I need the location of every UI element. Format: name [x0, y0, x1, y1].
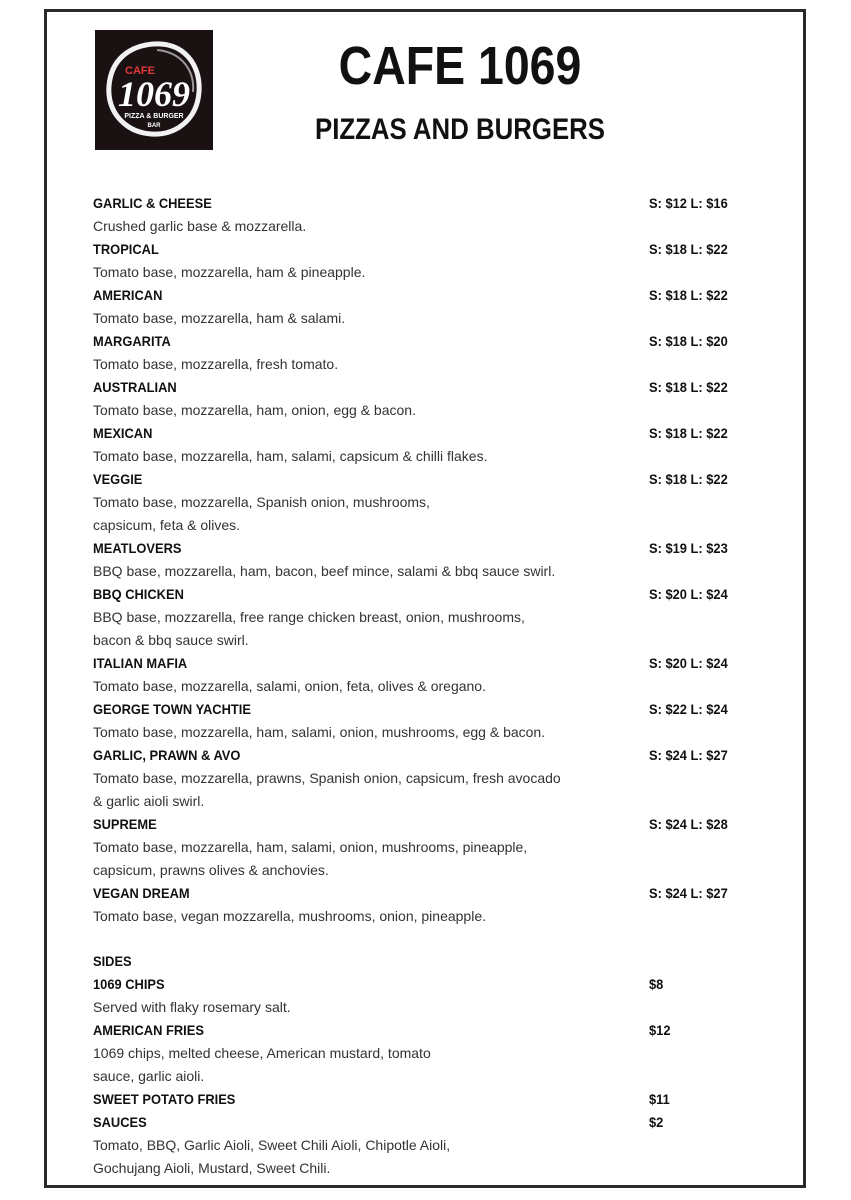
item-price: S: $18 L: $22: [649, 471, 728, 487]
item-description: Served with flaky rosemary salt.: [93, 999, 291, 1015]
menu-item-header: [93, 1019, 743, 1042]
menu-item-header: [93, 698, 743, 721]
menu-item-header: [93, 583, 743, 606]
item-price: S: $24 L: $27: [649, 747, 728, 763]
logo-cafe-text: CAFE: [125, 65, 155, 77]
item-description: Tomato base, mozzarella, prawns, Spanish onion, capsicum, fresh avocado & garlic aioli swirl.: [93, 770, 561, 809]
item-name: MEXICAN: [93, 425, 153, 441]
item-name: SUPREME: [93, 816, 157, 832]
menu-item-header: [93, 1111, 743, 1134]
logo-number-text: 1069: [118, 74, 190, 114]
item-description: Tomato base, mozzarella, ham, salami, onion, mushrooms, egg & bacon.: [93, 724, 546, 740]
item-price: S: $20 L: $24: [649, 586, 728, 602]
item-name: VEGAN DREAM: [93, 885, 190, 901]
menu-item-header: [93, 882, 743, 905]
item-price: S: $24 L: $27: [649, 885, 728, 901]
item-description: Tomato base, mozzarella, ham, salami, onion, mushrooms, pineapple, capsicum, prawns olives & anchovies.: [93, 839, 528, 878]
item-name: TROPICAL: [93, 241, 159, 257]
item-price: $8: [649, 976, 664, 992]
menu-item-header: [93, 284, 743, 307]
item-price: $2: [649, 1114, 664, 1130]
item-description: BBQ base, mozzarella, ham, bacon, beef mince, salami & bbq sauce swirl.: [93, 563, 556, 579]
item-name: AMERICAN: [93, 287, 163, 303]
item-name: BBQ CHICKEN: [93, 586, 184, 602]
menu-item: [93, 813, 743, 882]
menu: [93, 192, 743, 1180]
menu-item-header: [93, 192, 743, 215]
item-price: S: $18 L: $22: [649, 287, 728, 303]
item-description: Tomato, BBQ, Garlic Aioli, Sweet Chili Aioli, Chipotle Aioli, Gochujang Aioli, Mustard, Sweet Chili.: [93, 1137, 451, 1176]
menu-item-header: [93, 468, 743, 491]
menu-item: [93, 1088, 743, 1111]
section-gap: [93, 928, 743, 950]
item-description: Tomato base, mozzarella, ham & salami.: [93, 310, 346, 326]
item-description: Tomato base, vegan mozzarella, mushrooms, onion, pineapple.: [93, 908, 486, 924]
menu-item-header: [93, 813, 743, 836]
menu-item-header: [93, 973, 743, 996]
menu-item: [93, 537, 743, 583]
item-description: Tomato base, mozzarella, ham, onion, egg & bacon.: [93, 402, 416, 418]
sides-heading: SIDES: [93, 953, 132, 969]
item-name: AUSTRALIAN: [93, 379, 177, 395]
menu-item-header: [93, 652, 743, 675]
item-name: SWEET POTATO FRIES: [93, 1091, 236, 1107]
item-name: ITALIAN MAFIA: [93, 655, 188, 671]
menu-item: [93, 238, 743, 284]
menu-item: [93, 882, 743, 928]
menu-item: [93, 1111, 743, 1180]
item-name: GARLIC, PRAWN & AVO: [93, 747, 241, 763]
item-name: GEORGE TOWN YACHTIE: [93, 701, 251, 717]
menu-item: [93, 376, 743, 422]
menu-item: [93, 583, 743, 652]
menu-item: [93, 698, 743, 744]
menu-item-header: [93, 238, 743, 261]
menu-item: [93, 973, 743, 1019]
item-name: GARLIC & CHEESE: [93, 195, 212, 211]
item-description: Crushed garlic base & mozzarella.: [93, 218, 307, 234]
pizza-list: [93, 192, 743, 928]
item-price: S: $18 L: $22: [649, 241, 728, 257]
item-name: VEGGIE: [93, 471, 143, 487]
item-name: AMERICAN FRIES: [93, 1022, 204, 1038]
sides-list: [93, 973, 743, 1180]
logo-line2-text: BAR: [147, 123, 161, 129]
item-description: BBQ base, mozzarella, free range chicken breast, onion, mushrooms, bacon & bbq sauce swirl.: [93, 609, 525, 648]
menu-item-header: [93, 744, 743, 767]
item-description: Tomato base, mozzarella, fresh tomato.: [93, 356, 339, 372]
menu-item-header: [93, 330, 743, 353]
menu-item: [93, 652, 743, 698]
item-price: S: $18 L: $22: [649, 425, 728, 441]
item-description: Tomato base, mozzarella, ham & pineapple.: [93, 264, 366, 280]
menu-item-header: [93, 1088, 743, 1111]
item-description: Tomato base, mozzarella, salami, onion, feta, olives & oregano.: [93, 678, 486, 694]
item-price: S: $22 L: $24: [649, 701, 728, 717]
item-price: $11: [649, 1091, 670, 1107]
menu-item-header: [93, 537, 743, 560]
item-description: 1069 chips, melted cheese, American mustard, tomato sauce, garlic aioli.: [93, 1045, 431, 1084]
page-subtitle: PIZZAS AND BURGERS: [314, 113, 606, 146]
item-name: 1069 CHIPS: [93, 976, 165, 992]
item-price: S: $24 L: $28: [649, 816, 728, 832]
page-title: CAFE 1069: [338, 36, 582, 96]
item-price: S: $18 L: $22: [649, 379, 728, 395]
item-price: $12: [649, 1022, 671, 1038]
menu-item: [93, 422, 743, 468]
item-price: S: $18 L: $20: [649, 333, 728, 349]
logo-line1-text: PIZZA & BURGER: [124, 113, 184, 120]
item-name: SAUCES: [93, 1114, 147, 1130]
menu-item: [93, 1019, 743, 1088]
item-price: S: $20 L: $24: [649, 655, 728, 671]
menu-item: [93, 744, 743, 813]
item-name: MARGARITA: [93, 333, 171, 349]
item-name: MEATLOVERS: [93, 540, 182, 556]
menu-item-header: [93, 376, 743, 399]
menu-item: [93, 284, 743, 330]
item-description: Tomato base, mozzarella, Spanish onion, mushrooms, capsicum, feta & olives.: [93, 494, 430, 533]
menu-item: [93, 192, 743, 238]
menu-item-header: [93, 422, 743, 445]
item-price: S: $12 L: $16: [649, 195, 728, 211]
cafe-logo: [95, 30, 213, 150]
menu-item: [93, 330, 743, 376]
menu-item: [93, 468, 743, 537]
item-price: S: $19 L: $23: [649, 540, 728, 556]
item-description: Tomato base, mozzarella, ham, salami, capsicum & chilli flakes.: [93, 448, 488, 464]
logo-graphic: [95, 30, 213, 150]
